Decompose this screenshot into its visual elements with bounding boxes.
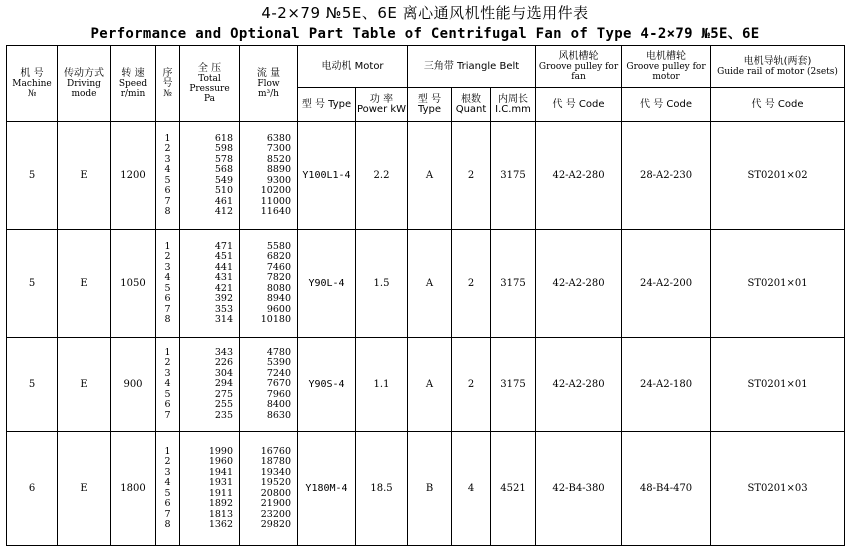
cell-flow-value: 10200 (260, 185, 291, 196)
cell-flow-value: 7960 (266, 388, 291, 400)
cell-fan-pulley: 42-B4-380 (536, 432, 622, 546)
cell-seq-value: 7 (164, 409, 171, 421)
cell-flow-value: 8080 (266, 282, 291, 294)
cell-flow (240, 338, 298, 432)
cell-pressure-value: 471 (214, 240, 233, 252)
cell-flow-value: 9600 (266, 303, 291, 315)
cell-pressure-value: 1990 (208, 445, 233, 457)
cell-seq-value: 2 (164, 251, 171, 262)
cell-motor-power: 1.1 (356, 338, 408, 432)
cell-seq (156, 432, 180, 546)
page-title-en: Performance and Optional Part Table of Centrifugal Fan of Type 4-2×79 №5E、6E (90, 26, 760, 42)
cell-machine: 5 (7, 338, 58, 432)
header-rail: 电机导轨(两套) Guide rail of motor (2sets) (711, 46, 845, 88)
cell-belt-ic: 4521 (491, 432, 536, 546)
cell-seq-value: 7 (164, 508, 171, 520)
cell-flow (240, 122, 298, 230)
cell-flow-value: 7240 (266, 367, 291, 379)
cell-belt-quant: 4 (452, 432, 491, 546)
table-row (7, 432, 845, 546)
cell-pressure-value: 294 (214, 378, 233, 390)
header-motor: 电动机 Motor (298, 46, 408, 88)
cell-flow-value: 19340 (260, 466, 291, 478)
cell-driving: E (58, 122, 111, 230)
cell-pressure-value: 510 (214, 185, 233, 196)
cell-flow-value: 8630 (266, 409, 291, 421)
cell-pressure-value: 392 (214, 293, 233, 304)
cell-seq (156, 122, 180, 230)
cell-fan-pulley: 42-A2-280 (536, 230, 622, 338)
header-motor-pulley-code: 代 号 Code (622, 88, 711, 122)
cell-flow-value: 21900 (260, 498, 291, 509)
cell-driving: E (58, 338, 111, 432)
header-rail-code: 代 号 Code (711, 88, 845, 122)
cell-motor-power: 1.5 (356, 230, 408, 338)
cell-belt-quant: 2 (452, 338, 491, 432)
cell-seq-value: 4 (164, 164, 171, 175)
cell-flow-value: 7670 (266, 378, 291, 390)
cell-rail: ST0201×02 (711, 122, 845, 230)
header-fan-pulley: 风机槽轮 Groove pulley for fan (536, 46, 622, 88)
cell-pressure-value: 1813 (208, 508, 233, 520)
cell-machine: 5 (7, 122, 58, 230)
cell-flow-value: 5580 (266, 240, 291, 252)
cell-pressure-value: 412 (214, 206, 233, 217)
cell-pressure-value: 598 (214, 143, 233, 154)
cell-pressure-value: 304 (214, 367, 233, 379)
cell-speed: 1050 (111, 230, 156, 338)
cell-motor-pulley: 24-A2-180 (622, 338, 711, 432)
cell-pressure-value: 431 (214, 272, 233, 283)
cell-seq-value: 4 (164, 378, 171, 390)
cell-seq-value: 5 (164, 487, 171, 499)
cell-pressure-value: 255 (214, 399, 233, 411)
header-motor-type: 型 号 Type (298, 88, 356, 122)
cell-seq-value: 3 (164, 367, 171, 379)
cell-belt-type: A (408, 230, 452, 338)
cell-pressure-value: 235 (214, 409, 233, 421)
cell-motor-type: Y90L-4 (298, 230, 356, 338)
cell-seq-value: 2 (164, 143, 171, 154)
cell-seq (156, 230, 180, 338)
header-flow: 流 量 Flow m³/h (240, 46, 298, 122)
cell-flow-value: 8400 (266, 399, 291, 411)
cell-fan-pulley: 42-A2-280 (536, 122, 622, 230)
cell-seq-value: 2 (164, 456, 171, 467)
cell-pressure (180, 432, 240, 546)
performance-table (6, 45, 845, 546)
cell-seq-value: 1 (164, 132, 171, 144)
cell-seq-value: 6 (164, 498, 171, 509)
table-row (7, 230, 845, 338)
cell-flow-value: 8520 (266, 153, 291, 165)
cell-seq-value: 4 (164, 477, 171, 488)
cell-motor-pulley: 24-A2-200 (622, 230, 711, 338)
cell-seq-value: 3 (164, 466, 171, 478)
cell-pressure (180, 230, 240, 338)
cell-seq-value: 6 (164, 293, 171, 304)
cell-seq-value: 6 (164, 185, 171, 196)
header-pressure: 全 压 Total Pressure Pa (180, 46, 240, 122)
cell-seq-value: 1 (164, 346, 171, 358)
cell-seq-value: 1 (164, 240, 171, 252)
cell-flow-value: 6820 (266, 251, 291, 262)
cell-driving: E (58, 230, 111, 338)
cell-machine: 5 (7, 230, 58, 338)
cell-pressure-value: 421 (214, 282, 233, 294)
cell-seq-value: 6 (164, 399, 171, 411)
cell-motor-type: Y180M-4 (298, 432, 356, 546)
cell-motor-pulley: 48-B4-470 (622, 432, 711, 546)
table-row (7, 122, 845, 230)
cell-flow-value: 5390 (266, 357, 291, 369)
cell-pressure-value: 314 (214, 314, 233, 325)
cell-flow-value: 9300 (266, 174, 291, 186)
cell-seq (156, 338, 180, 432)
cell-pressure-value: 451 (214, 251, 233, 262)
cell-driving: E (58, 432, 111, 546)
cell-seq-value: 5 (164, 282, 171, 294)
header-belt-ic: 内周长 I.C.mm (491, 88, 536, 122)
cell-pressure-value: 353 (214, 303, 233, 315)
cell-belt-ic: 3175 (491, 230, 536, 338)
header-driving: 传动方式 Driving mode (58, 46, 111, 122)
cell-pressure-value: 578 (214, 153, 233, 165)
cell-belt-ic: 3175 (491, 122, 536, 230)
cell-pressure-value: 1941 (208, 466, 233, 478)
cell-flow-value: 20800 (260, 487, 291, 499)
cell-pressure-value: 1362 (208, 519, 233, 530)
cell-seq-value: 8 (164, 519, 171, 530)
cell-pressure-value: 461 (214, 195, 233, 207)
cell-belt-quant: 2 (452, 230, 491, 338)
cell-flow (240, 432, 298, 546)
cell-flow-value: 7460 (266, 261, 291, 273)
cell-flow-value: 7300 (266, 143, 291, 154)
cell-belt-ic: 3175 (491, 338, 536, 432)
cell-flow-value: 6380 (266, 132, 291, 144)
cell-pressure-value: 549 (214, 174, 233, 186)
cell-flow-value: 7820 (266, 272, 291, 283)
cell-speed: 1200 (111, 122, 156, 230)
cell-flow-value: 11640 (260, 206, 291, 217)
cell-flow (240, 230, 298, 338)
cell-pressure-value: 1892 (208, 498, 233, 509)
cell-machine: 6 (7, 432, 58, 546)
cell-speed: 900 (111, 338, 156, 432)
cell-motor-power: 18.5 (356, 432, 408, 546)
cell-seq-value: 1 (164, 445, 171, 457)
cell-flow-value: 19520 (260, 477, 291, 488)
cell-seq-value: 7 (164, 303, 171, 315)
cell-flow-value: 16760 (260, 445, 291, 457)
cell-rail: ST0201×03 (711, 432, 845, 546)
cell-fan-pulley: 42-A2-280 (536, 338, 622, 432)
header-fan-pulley-code: 代 号 Code (536, 88, 622, 122)
cell-seq-value: 2 (164, 357, 171, 369)
cell-seq-value: 8 (164, 206, 171, 217)
header-speed: 转 速 Speed r/min (111, 46, 156, 122)
cell-belt-quant: 2 (452, 122, 491, 230)
cell-pressure-value: 618 (214, 132, 233, 144)
cell-flow-value: 8890 (266, 164, 291, 175)
cell-flow-value: 18780 (260, 456, 291, 467)
cell-pressure (180, 338, 240, 432)
cell-rail: ST0201×01 (711, 338, 845, 432)
cell-speed: 1800 (111, 432, 156, 546)
cell-seq-value: 8 (164, 314, 171, 325)
cell-flow-value: 11000 (260, 195, 291, 207)
header-belt-quant: 根数 Quant (452, 88, 491, 122)
header-motor-pulley: 电机槽轮 Groove pulley for motor (622, 46, 711, 88)
cell-pressure-value: 275 (214, 388, 233, 400)
table-row (7, 338, 845, 432)
cell-pressure-value: 343 (214, 346, 233, 358)
cell-seq-value: 5 (164, 388, 171, 400)
cell-pressure-value: 1960 (208, 456, 233, 467)
cell-flow-value: 4780 (266, 346, 291, 358)
cell-pressure-value: 441 (214, 261, 233, 273)
cell-motor-pulley: 28-A2-230 (622, 122, 711, 230)
cell-pressure-value: 1931 (208, 477, 233, 488)
cell-motor-type: Y90S-4 (298, 338, 356, 432)
cell-seq-value: 7 (164, 195, 171, 207)
cell-flow-value: 8940 (266, 293, 291, 304)
header-belt: 三角带 Triangle Belt (408, 46, 536, 88)
cell-seq-value: 3 (164, 261, 171, 273)
cell-flow-value: 29820 (260, 519, 291, 530)
cell-seq-value: 3 (164, 153, 171, 165)
cell-pressure-value: 1911 (208, 487, 233, 499)
header-belt-type: 型 号 Type (408, 88, 452, 122)
cell-belt-type: A (408, 122, 452, 230)
cell-flow-value: 10180 (260, 314, 291, 325)
cell-pressure (180, 122, 240, 230)
cell-motor-type: Y100L1-4 (298, 122, 356, 230)
header-motor-power: 功 率 Power kW (356, 88, 408, 122)
cell-seq-value: 5 (164, 174, 171, 186)
header-machine: 机 号 Machine № (7, 46, 58, 122)
cell-belt-type: A (408, 338, 452, 432)
cell-rail: ST0201×01 (711, 230, 845, 338)
header-seq: 序 号 № (156, 46, 180, 122)
cell-motor-power: 2.2 (356, 122, 408, 230)
cell-belt-type: B (408, 432, 452, 546)
cell-pressure-value: 226 (214, 357, 233, 369)
cell-pressure-value: 568 (214, 164, 233, 175)
cell-flow-value: 23200 (260, 508, 291, 520)
page-title-cn: 4-2×79 №5E、6E 离心通风机性能与选用件表 (261, 4, 589, 22)
cell-seq-value: 4 (164, 272, 171, 283)
